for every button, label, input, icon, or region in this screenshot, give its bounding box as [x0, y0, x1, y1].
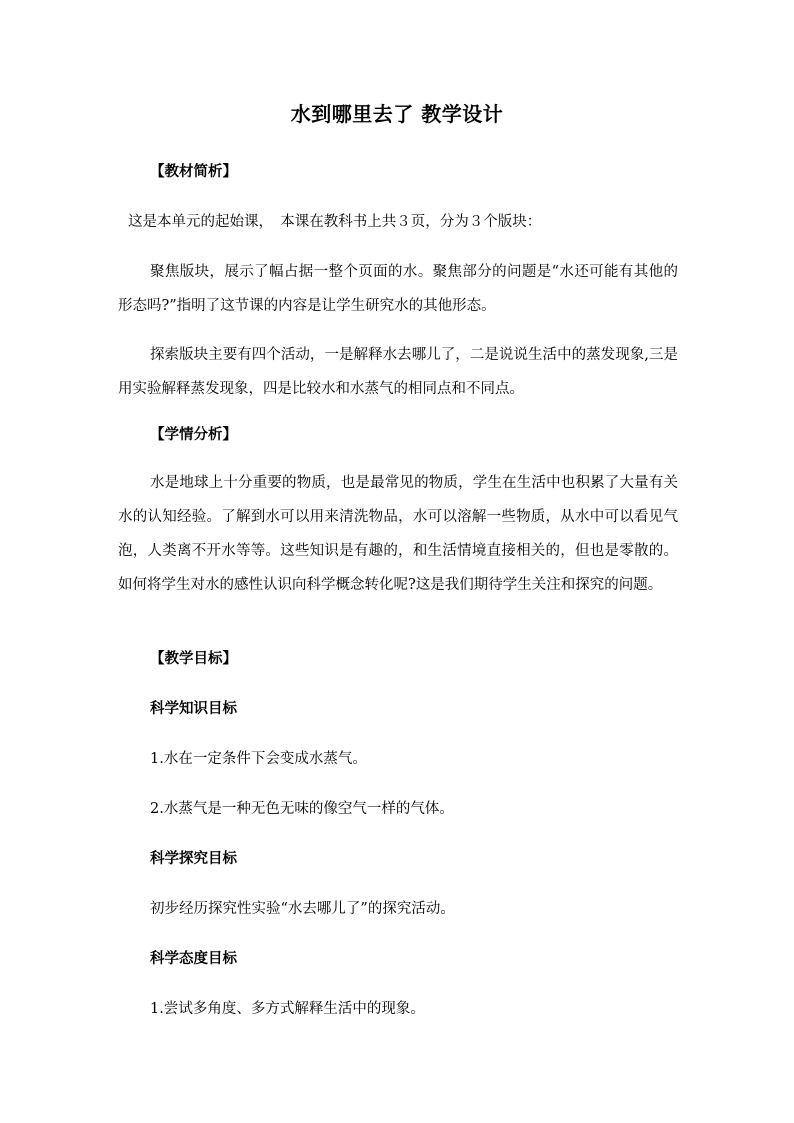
student-analysis-paragraph: 水是地球上十分重要的物质，也是最常见的物质，学生在生活中也积累了大量有关水的认知经验。了解到水可以用来清洗物品，水可以溶解一些物质，从水中可以看见气泡，人类离不开水等等。这些知识是有趣的，和生活情境直接相关的，但也是零散的。如何将学生对水的感性认识向科学概念转化呢?这是我们期待学生关注和探究的问题。 — [118, 475, 678, 593]
explore-paragraph: 探索版块主要有四个活动，一是解释水去哪儿了，二是说说生活中的蒸发现象,三是用实验解释蒸发现象，四是比较水和水蒸气的相同点和不同点。 — [118, 347, 678, 397]
material-intro-text: 这是本单元的起始课， 本课在教科书上共３页，分为３个版块： — [128, 214, 542, 230]
section-heading-goals: 【教学目标】 — [150, 650, 237, 667]
subheading-knowledge: 科学知识目标 — [150, 700, 237, 717]
subheading-inquiry: 科学探究目标 — [150, 850, 237, 867]
section-heading-student: 【学情分析】 — [150, 426, 237, 443]
section-heading-material: 【教材简析】 — [150, 163, 237, 180]
subheading-attitude: 科学态度目标 — [150, 950, 237, 967]
attitude-item-1: 1.尝试多角度、多方式解释生活中的现象。 — [150, 1001, 425, 1017]
knowledge-item-2: 2.水蒸气是一种无色无味的像空气一样的气体。 — [150, 801, 454, 817]
focus-paragraph: 聚焦版块，展示了幅占据一整个页面的水。聚焦部分的问题是“水还可能有其他的形态吗?”指明了这节课的内容是让学生研究水的其他形态。 — [118, 264, 678, 314]
knowledge-item-1: 1.水在一定条件下会变成水蒸气。 — [150, 751, 367, 767]
inquiry-item-1: 初步经历探究性实验“水去哪儿了”的探究活动。 — [150, 901, 455, 917]
document-title: 水到哪里去了 教学设计 — [290, 102, 504, 126]
